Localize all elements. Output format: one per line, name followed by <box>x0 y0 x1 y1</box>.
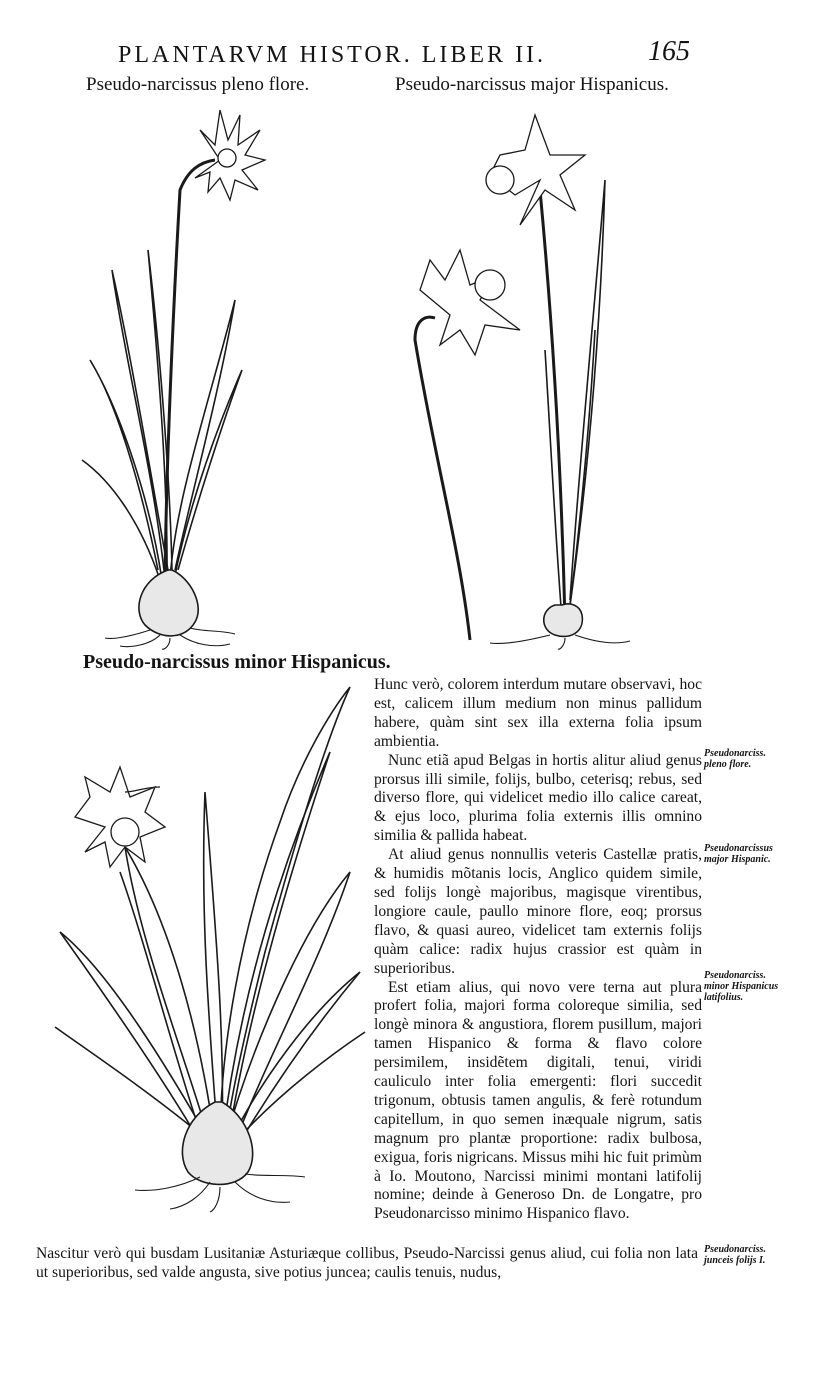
running-head <box>118 36 690 76</box>
margin-note-major-hispanicus: Pseudonarcissus major Hispanic. <box>704 843 773 865</box>
paragraph-1: Hunc verò, colorem interdum mutare observavi, hoc est, calicem illum medium non minus pallidum habere, quàm sint sex illa externa folia ipsum ambientia. <box>374 676 702 750</box>
paragraph-4: Est etiam alius, qui novo vere terna aut plura profert folia, majori forma coloreque similia, sed longè minora & angustiora, florem pusillum, majori tamen Hispanico & forma & flavo colore persimilem, insidẽtem digitali, tenui, viridi cauliculo inter folia emergenti: flori succedit trigonum, obtusis tamen angulis, & ferè rotundum capitellum, in quo semen inæquale nigrum, satis magnum pro plantæ proportione: radix bulbosa, exigua, foris nigricans. Missus mihi hic fuit primùm à Io. Moutono, Narcissi minimi montani latifolij nomine; deinde à Generoso Dn. de Longatre, pro Pseudonarcisso minimo Hispanico flavo. <box>374 978 702 1223</box>
caption-minor-hispanicus: Pseudo-narcissus minor Hispanicus. <box>83 651 391 673</box>
caption-pleno-flore: Pseudo-narcissus pleno flore. <box>86 74 310 95</box>
running-title: PLANTARVM HISTOR. LIBER II. <box>118 42 547 68</box>
margin-note-pleno-flore: Pseudonarciss. pleno flore. <box>704 748 766 770</box>
margin-note-junceis-folijs: Pseudonarciss. junceis folijs I. <box>704 1244 766 1266</box>
paragraph-3: At aliud genus nonnullis veteris Castellæ pratis, & humidis mõtanis locis, Anglico quidem simile, sed folijs longè majoribus, magisque virentibus, longiore caule, paullo minore flore, eoq; prorsus flavo, & quasi aureo, videlicet tam externis folijs quàm calice: radix hujus crassior est quàm in superioribus. <box>374 846 702 977</box>
page-number: 165 <box>648 36 690 67</box>
margin-note-minor-hispanicus: Pseudonarciss. minor Hispanicus latifolius. <box>704 970 779 1003</box>
woodcut-major-hispanicus <box>390 100 640 655</box>
body-text-column <box>374 676 702 1224</box>
woodcut-minor-hispanicus <box>50 672 370 1232</box>
woodcut-pleno-flore <box>70 100 270 650</box>
paragraph-2: Nunc etiã apud Belgas in hortis alitur aliud genus prorsus illi simile, folijs, bulbo, ceterisq; rebus, sed diverso flore, qui videlicet medio illo calice careat, & ejus loco, plurima folia externis illis omnino similia & pallida habeat. <box>374 751 702 845</box>
caption-major-hispanicus: Pseudo-narcissus major Hispanicus. <box>395 74 669 95</box>
illustration-minor-hispanicus <box>50 672 370 1232</box>
illustration-major-hispanicus <box>390 100 640 655</box>
bottom-paragraph: Nascitur verò qui busdam Lusitaniæ Asturiæque collibus, Pseudo-Narcissi genus aliud, cui folia non lata ut superioribus, sed valde angusta, sive potius juncea; caulis tenuis, nudus, <box>36 1245 698 1281</box>
illustration-pleno-flore <box>70 100 270 650</box>
